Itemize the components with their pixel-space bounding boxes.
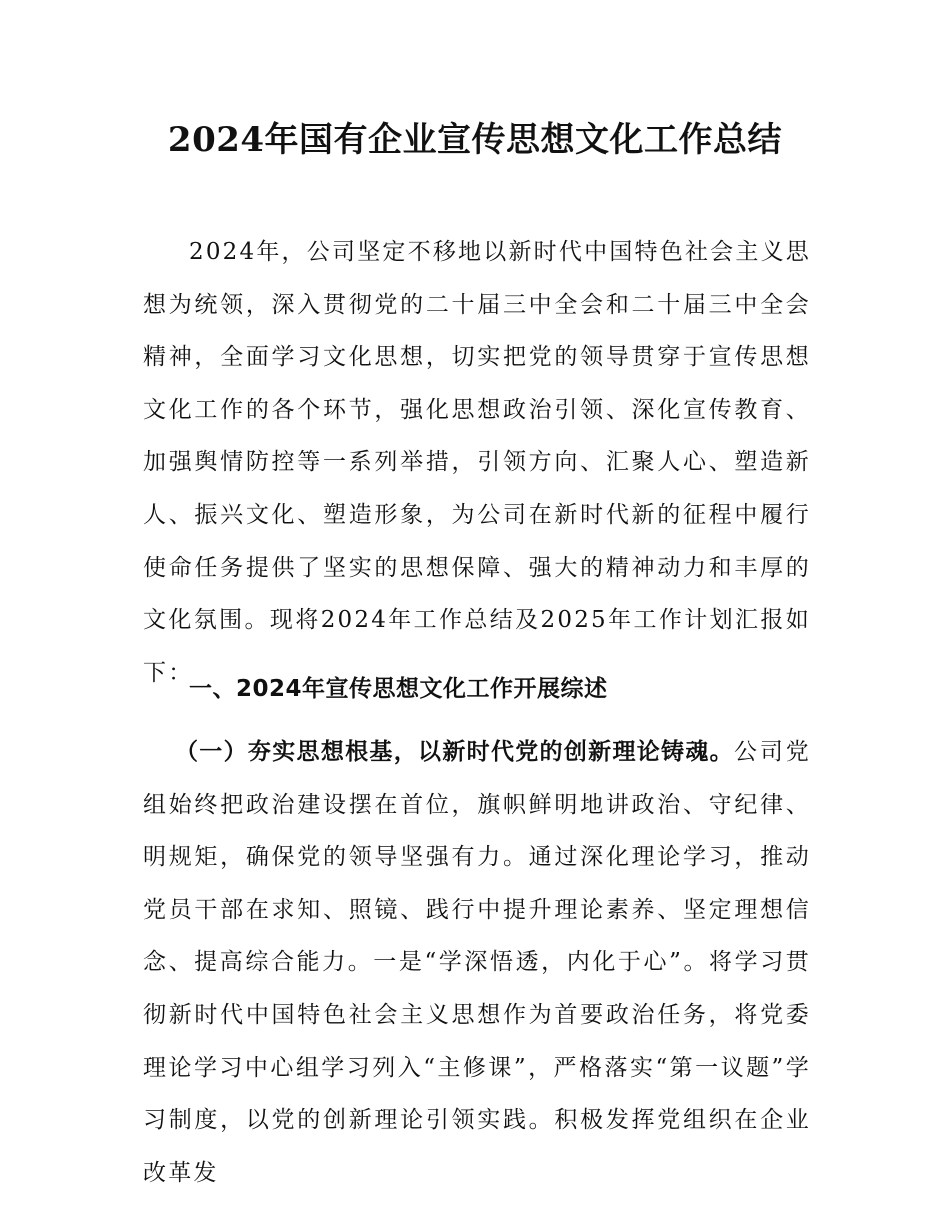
- section-paragraph: [143, 726, 811, 1199]
- document-title: 2024年国有企业宣传思想文化工作总结: [167, 120, 783, 160]
- section-heading: 一、2024年宣传思想文化工作开展综述: [189, 676, 608, 702]
- paragraph-lead-heading: （一）夯实思想根基，以新时代党的创新理论铸魂。: [175, 739, 734, 765]
- intro-paragraph: 2024年，公司坚定不移地以新时代中国特色社会主义思想为统领，深入贯彻党的二十届三中全会和二十届三中全会精神，全面学习文化思想，切实把党的领导贯穿于宣传思想文化工作的各个环节，强化思想政治引领、深化宣传教育、加强舆情防控等一系列举措，引领方向、汇聚人心、塑造新人、振兴文化、塑造形象，为公司在新时代新的征程中履行使命任务提供了坚实的思想保障、强大的精神动力和丰厚的文化氛围。现将2024年工作总结及2025年工作计划汇报如下：: [143, 239, 811, 686]
- paragraph-body-text: 公司党组始终把政治建设摆在首位，旗帜鲜明地讲政治、守纪律、明规矩，确保党的领导坚强有力。通过深化理论学习，推动党员干部在求知、照镜、践行中提升理论素养、坚定理想信念、提高综合能力。一是“学深悟透，内化于心”。将学习贯彻新时代中国特色社会主义思想作为首要政治任务，将党委理论学习中心组学习列入“主修课”，严格落实“第一议题”学习制度，以党的创新理论引领实践。积极发挥党组织在企业改革发: [143, 739, 811, 1186]
